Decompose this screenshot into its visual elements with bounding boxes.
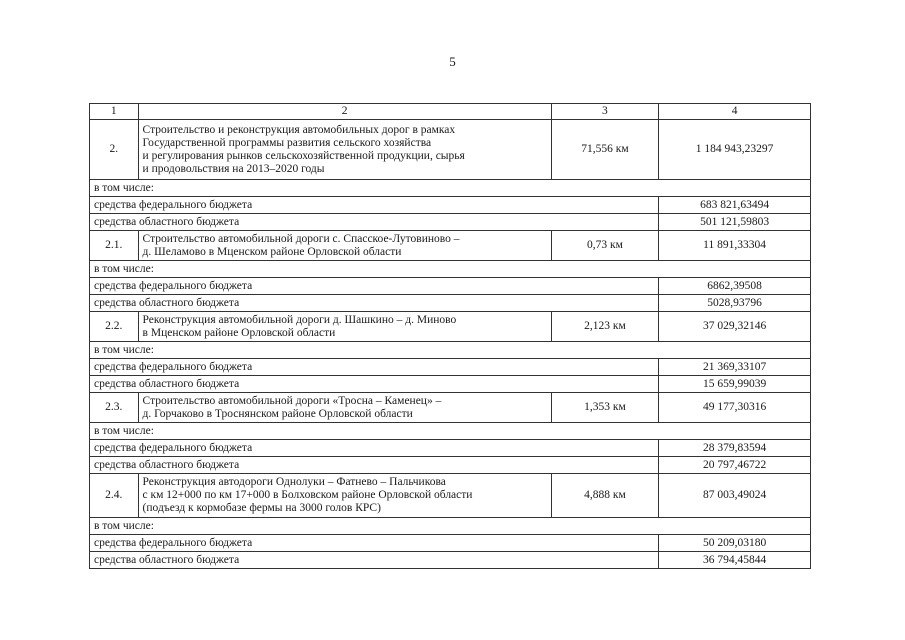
federal-label: средства федерального бюджета bbox=[90, 359, 659, 376]
item-length: 4,888 км bbox=[551, 474, 658, 518]
table-row-including bbox=[90, 518, 811, 535]
page-number: 5 bbox=[449, 54, 456, 69]
table-row-federal bbox=[90, 197, 811, 214]
item-description: Строительство автомобильной дороги «Тросна – Каменец» – д. Горчаково в Троснянском районе Орловской области bbox=[138, 393, 551, 423]
item-description: Реконструкция автодороги Однолуки – Фатнево – Пальчикова с км 12+000 по км 17+000 в Болховском районе Орловской области (подъезд к кормобазе фермы на 3000 голов КРС) bbox=[138, 474, 551, 518]
table-row-federal bbox=[90, 359, 811, 376]
regional-amount: 15 659,99039 bbox=[659, 376, 811, 393]
regional-amount: 36 794,45844 bbox=[659, 552, 811, 569]
table-row bbox=[90, 120, 811, 180]
table-row bbox=[90, 393, 811, 423]
header-col-1: 1 bbox=[90, 104, 139, 120]
regional-label: средства областного бюджета bbox=[90, 376, 659, 393]
including-label: в том числе: bbox=[90, 180, 811, 197]
regional-label: средства областного бюджета bbox=[90, 552, 659, 569]
table-row-including bbox=[90, 342, 811, 359]
item-description: Реконструкция автомобильной дороги д. Шашкино – д. Миново в Мценском районе Орловской области bbox=[138, 312, 551, 342]
federal-label: средства федерального бюджета bbox=[90, 278, 659, 295]
federal-amount: 28 379,83594 bbox=[659, 440, 811, 457]
item-total: 11 891,33304 bbox=[659, 231, 811, 261]
item-total: 49 177,30316 bbox=[659, 393, 811, 423]
item-total: 37 029,32146 bbox=[659, 312, 811, 342]
regional-amount: 20 797,46722 bbox=[659, 457, 811, 474]
item-number: 2.1. bbox=[90, 231, 139, 261]
including-label: в том числе: bbox=[90, 518, 811, 535]
federal-amount: 21 369,33107 bbox=[659, 359, 811, 376]
item-number: 2. bbox=[90, 120, 139, 180]
including-label: в том числе: bbox=[90, 423, 811, 440]
regional-label: средства областного бюджета bbox=[90, 457, 659, 474]
header-col-3: 3 bbox=[551, 104, 658, 120]
table-row bbox=[90, 312, 811, 342]
including-label: в том числе: bbox=[90, 261, 811, 278]
item-number: 2.3. bbox=[90, 393, 139, 423]
item-length: 1,353 км bbox=[551, 393, 658, 423]
table-row bbox=[90, 231, 811, 261]
item-length: 0,73 км bbox=[551, 231, 658, 261]
federal-amount: 683 821,63494 bbox=[659, 197, 811, 214]
federal-label: средства федерального бюджета bbox=[90, 197, 659, 214]
table-row-federal bbox=[90, 440, 811, 457]
regional-label: средства областного бюджета bbox=[90, 214, 659, 231]
regional-label: средства областного бюджета bbox=[90, 295, 659, 312]
header-col-4: 4 bbox=[659, 104, 811, 120]
table-row-including bbox=[90, 261, 811, 278]
item-number: 2.4. bbox=[90, 474, 139, 518]
table-row-regional bbox=[90, 376, 811, 393]
federal-amount: 6862,39508 bbox=[659, 278, 811, 295]
table-row-federal bbox=[90, 278, 811, 295]
item-description: Строительство автомобильной дороги с. Спасское-Лутовиново – д. Шеламово в Мценском районе Орловской области bbox=[138, 231, 551, 261]
item-length: 71,556 км bbox=[551, 120, 658, 180]
table-row-federal bbox=[90, 535, 811, 552]
table-row-including bbox=[90, 180, 811, 197]
regional-amount: 5028,93796 bbox=[659, 295, 811, 312]
item-length: 2,123 км bbox=[551, 312, 658, 342]
header-col-2: 2 bbox=[138, 104, 551, 120]
including-label: в том числе: bbox=[90, 342, 811, 359]
table-row-regional bbox=[90, 214, 811, 231]
item-total: 87 003,49024 bbox=[659, 474, 811, 518]
federal-label: средства федерального бюджета bbox=[90, 440, 659, 457]
table-row-regional bbox=[90, 457, 811, 474]
regional-amount: 501 121,59803 bbox=[659, 214, 811, 231]
roads-table bbox=[89, 103, 811, 569]
table-row-regional bbox=[90, 295, 811, 312]
federal-label: средства федерального бюджета bbox=[90, 535, 659, 552]
item-description: Строительство и реконструкция автомобильных дорог в рамках Государственной программы развития сельского хозяйства и регулирования рынков сельскохозяйственной продукции, сырья и продовольствия на 2013–2020 годы bbox=[138, 120, 551, 180]
item-number: 2.2. bbox=[90, 312, 139, 342]
item-total: 1 184 943,23297 bbox=[659, 120, 811, 180]
table-row-regional bbox=[90, 552, 811, 569]
table-row bbox=[90, 474, 811, 518]
table-row-including bbox=[90, 423, 811, 440]
table-header-row bbox=[90, 104, 811, 120]
federal-amount: 50 209,03180 bbox=[659, 535, 811, 552]
